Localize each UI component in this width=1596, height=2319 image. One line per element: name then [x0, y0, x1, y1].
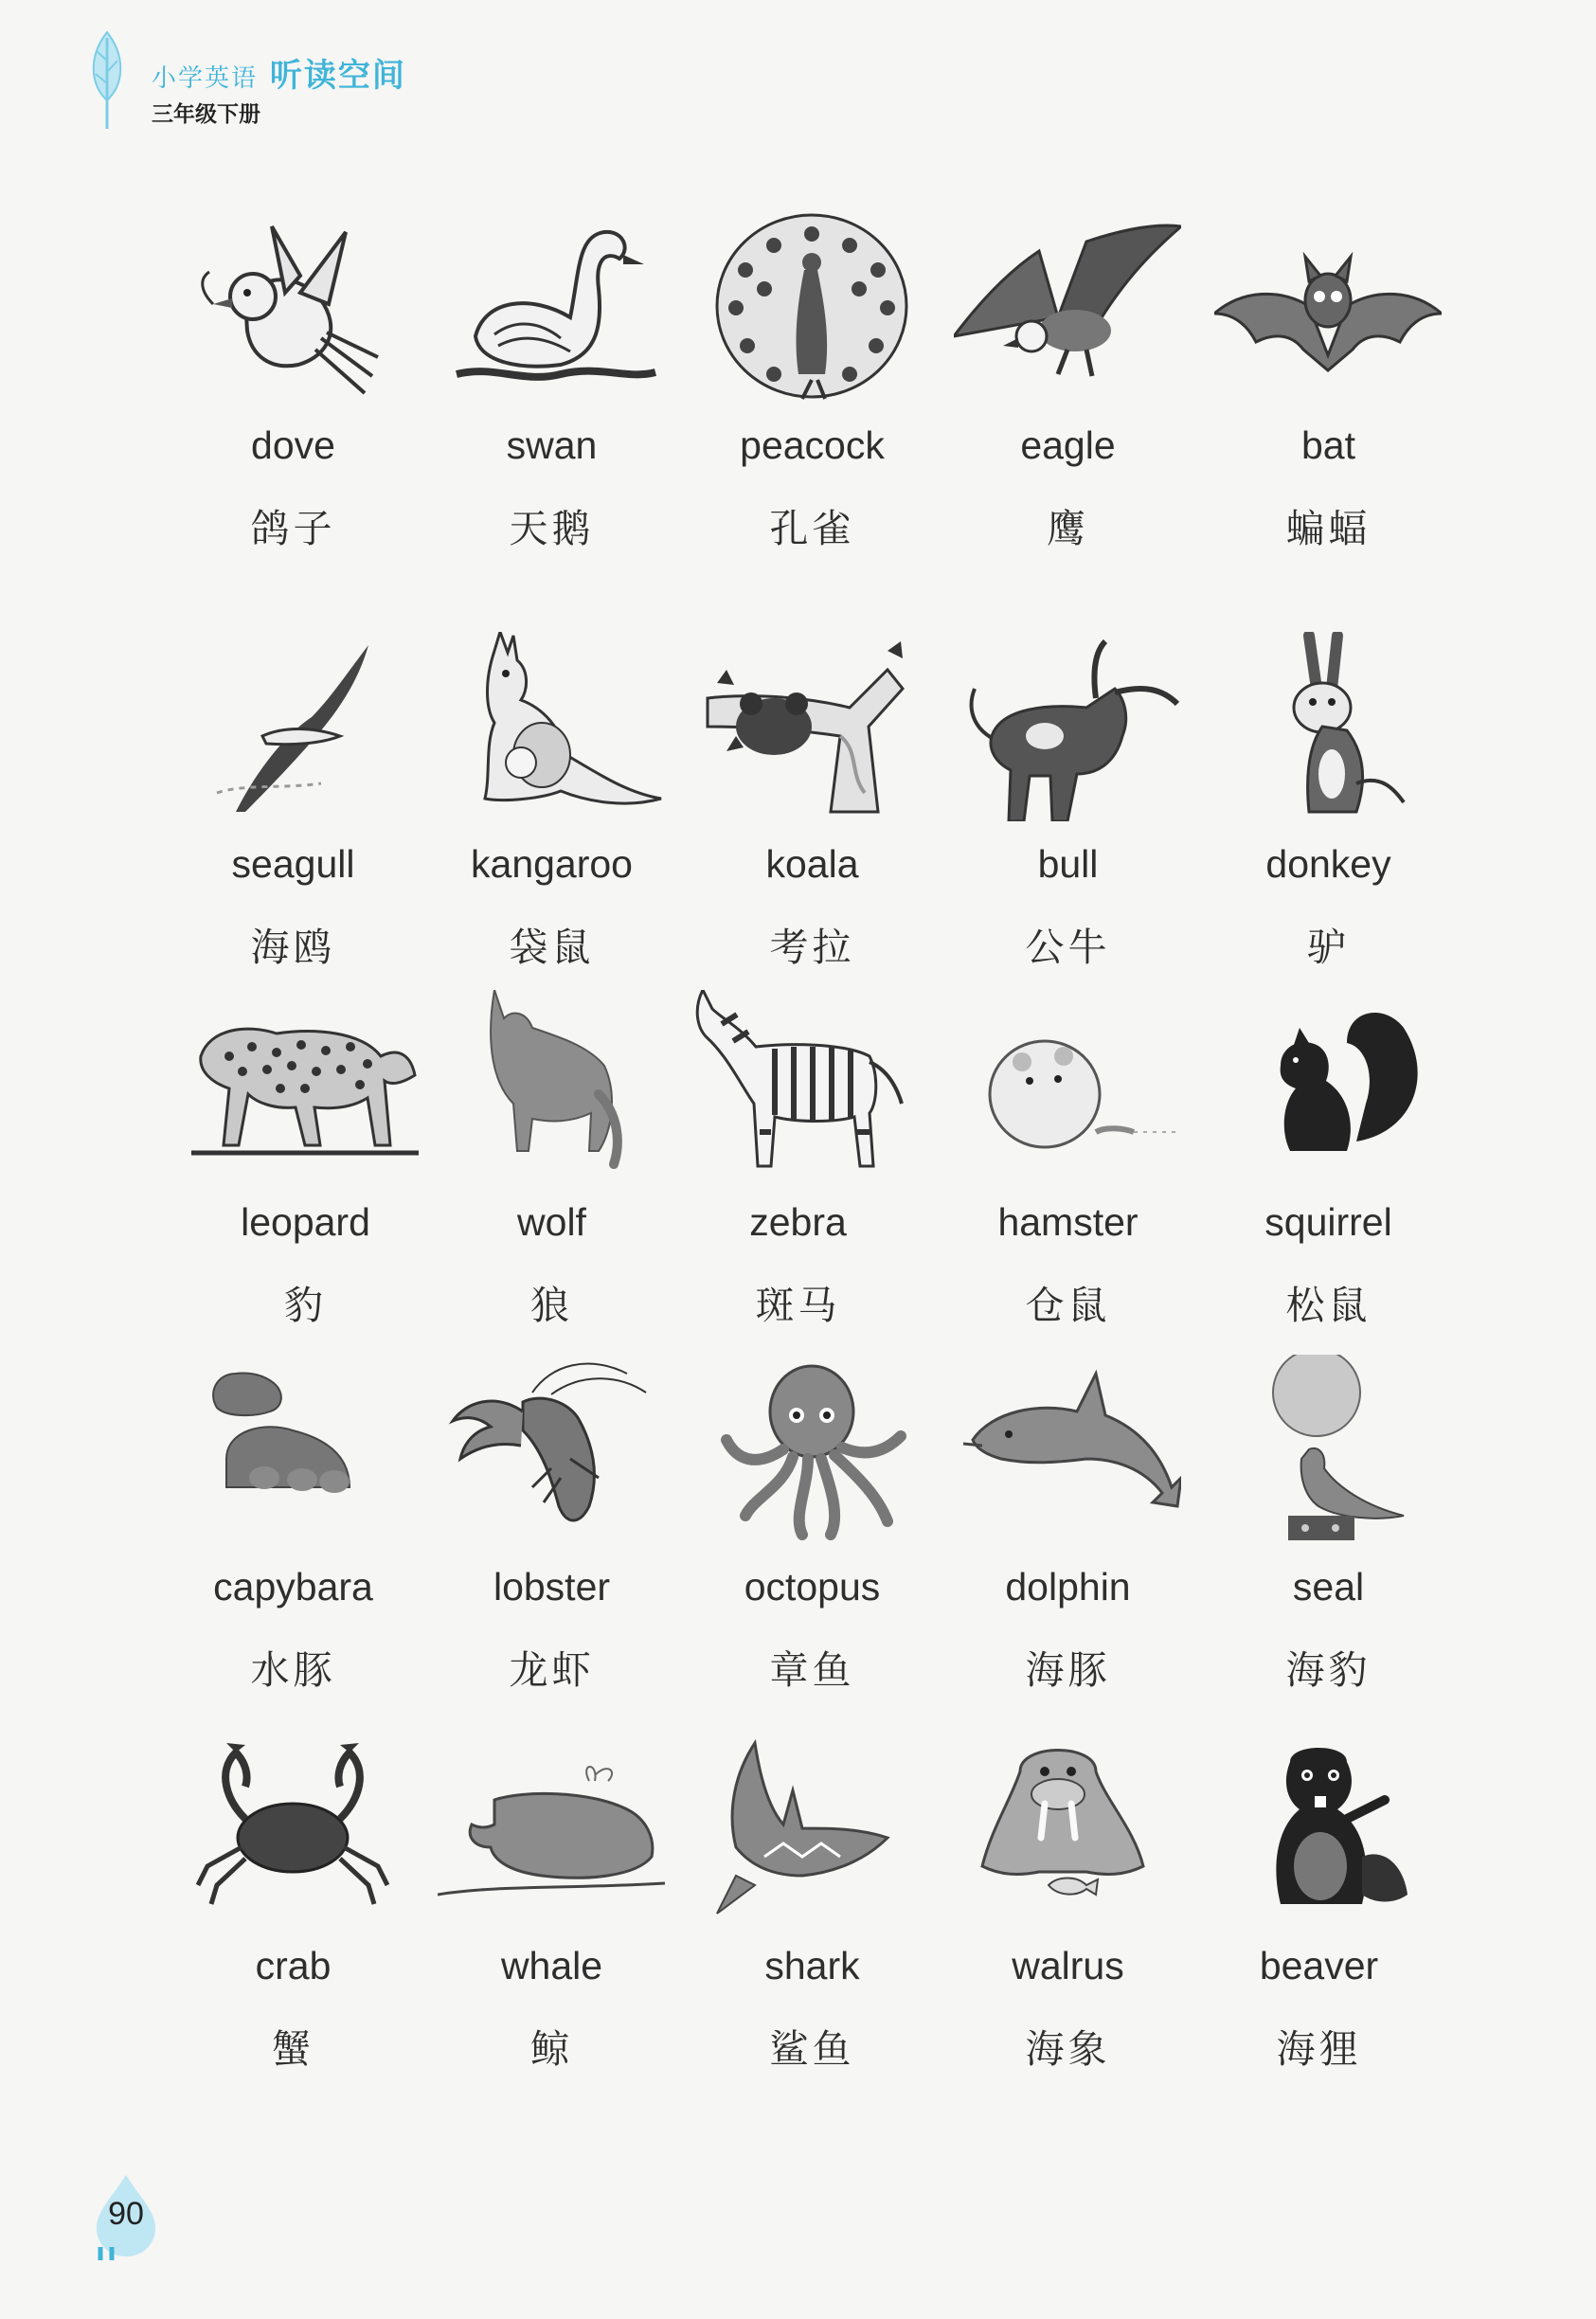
chinese-word: 狼 [530, 1283, 573, 1328]
animal-picture [698, 213, 925, 403]
animal-card-walrus [938, 1734, 1198, 2131]
lobster-icon [438, 1355, 665, 1544]
animal-card-seagull [163, 632, 423, 1030]
swan-icon [438, 213, 665, 403]
chinese-word: 鸽子 [250, 506, 336, 551]
animal-picture [438, 1355, 665, 1544]
octopus-icon [698, 1355, 925, 1544]
english-word: koala [765, 842, 859, 886]
animal-picture [954, 1734, 1181, 1923]
english-word: eagle [1020, 423, 1116, 467]
chinese-word: 鹰 [1047, 506, 1089, 551]
chinese-word: 天鹅 [509, 506, 595, 551]
bull-icon [954, 632, 1181, 821]
hamster-icon [954, 990, 1181, 1179]
animal-picture [191, 990, 419, 1179]
english-word: shark [764, 1944, 860, 1987]
english-word: seagull [231, 842, 355, 886]
english-word: dove [251, 423, 335, 467]
animal-card-dove [163, 213, 423, 611]
english-word: leopard [241, 1200, 370, 1244]
page-number-badge [83, 2169, 169, 2264]
animal-picture [954, 990, 1181, 1179]
capybara-icon [179, 1355, 406, 1544]
donkey-icon [1214, 632, 1442, 821]
animal-card-swan [421, 213, 682, 611]
walrus-icon [954, 1734, 1181, 1923]
animal-card-kangaroo [421, 632, 682, 1030]
crab-icon [179, 1734, 406, 1923]
leopard-icon [191, 990, 419, 1179]
english-word: donkey [1265, 842, 1391, 886]
animal-picture [698, 632, 925, 821]
animal-card-capybara [163, 1355, 423, 1753]
animal-card-whale [421, 1734, 682, 2131]
chinese-word: 仓鼠 [1025, 1283, 1111, 1328]
animal-card-eagle [938, 213, 1198, 611]
animal-picture [1214, 632, 1442, 821]
animal-card-zebra [668, 990, 928, 1388]
animal-card-squirrel [1198, 990, 1459, 1388]
animal-picture [438, 1734, 665, 1923]
peacock-icon [698, 213, 925, 403]
english-word: kangaroo [471, 842, 633, 886]
chinese-word: 松鼠 [1285, 1283, 1372, 1328]
koala-icon [698, 632, 925, 821]
zebra-icon [684, 990, 911, 1179]
chinese-word: 鲨鱼 [769, 2026, 855, 2072]
animal-picture [438, 632, 665, 821]
chinese-word: 海狸 [1276, 2026, 1362, 2072]
shark-icon [698, 1734, 925, 1923]
animal-picture [179, 1355, 406, 1544]
english-word: octopus [744, 1565, 881, 1609]
english-word: wolf [517, 1200, 586, 1244]
beaver-icon [1205, 1734, 1432, 1923]
chinese-word: 海豹 [1285, 1647, 1372, 1693]
english-word: whale [500, 1944, 603, 1987]
animal-card-koala [682, 632, 942, 1030]
english-word: crab [255, 1944, 332, 1987]
animal-card-shark [682, 1734, 942, 2131]
wolf-icon [438, 990, 665, 1179]
english-word: hamster [997, 1200, 1139, 1244]
animal-picture [698, 1355, 925, 1544]
dolphin-icon [954, 1355, 1181, 1544]
animal-picture [954, 632, 1181, 821]
animal-picture [1214, 990, 1442, 1179]
english-word: bull [1037, 842, 1099, 886]
animal-card-donkey [1198, 632, 1459, 1030]
animal-picture [1214, 1355, 1442, 1544]
english-word: capybara [213, 1565, 373, 1609]
animal-picture [179, 632, 406, 821]
animal-card-lobster [421, 1355, 682, 1753]
seagull-icon [179, 632, 406, 821]
kangaroo-icon [438, 632, 665, 821]
whale-icon [438, 1734, 665, 1923]
chinese-word: 豹 [284, 1283, 327, 1328]
chinese-word: 蝙蝠 [1285, 506, 1372, 551]
animal-card-beaver [1189, 1734, 1449, 2131]
dove-icon [179, 213, 406, 403]
english-word: lobster [493, 1565, 611, 1609]
series-title-large: 听读空间 [269, 57, 406, 95]
english-word: zebra [749, 1200, 847, 1244]
squirrel-icon [1214, 990, 1442, 1179]
chinese-word: 水豚 [250, 1647, 336, 1693]
eagle-icon [954, 213, 1181, 403]
animal-card-octopus [682, 1355, 942, 1753]
chinese-word: 龙虾 [509, 1647, 595, 1693]
animal-picture [698, 1734, 925, 1923]
chinese-word: 海象 [1025, 2026, 1111, 2072]
animal-picture [1214, 213, 1442, 403]
chinese-word: 孔雀 [769, 506, 855, 551]
animal-card-bull [938, 632, 1198, 1030]
chinese-word: 章鱼 [769, 1647, 855, 1693]
animal-card-wolf [421, 990, 682, 1388]
chinese-word: 公牛 [1025, 925, 1111, 970]
chinese-word: 鲸 [530, 2026, 573, 2072]
english-word: peacock [740, 423, 885, 467]
animal-picture [954, 1355, 1181, 1544]
chinese-word: 驴 [1307, 925, 1350, 970]
english-word: swan [506, 423, 598, 467]
bat-icon [1214, 213, 1442, 403]
animal-card-hamster [938, 990, 1198, 1388]
chinese-word: 袋鼠 [509, 925, 595, 970]
animal-card-seal [1198, 1355, 1459, 1753]
animal-picture [438, 213, 665, 403]
english-word: seal [1292, 1565, 1365, 1609]
animal-picture [684, 990, 911, 1179]
animal-card-dolphin [938, 1355, 1198, 1753]
english-word: beaver [1259, 1944, 1379, 1987]
chinese-word: 海豚 [1025, 1647, 1111, 1693]
animal-picture [179, 1734, 406, 1923]
chinese-word: 海鸥 [250, 925, 336, 970]
chinese-word: 考拉 [769, 925, 855, 970]
animal-picture [1205, 1734, 1432, 1923]
series-title-small: 小学英语 [152, 64, 259, 93]
chinese-word: 斑马 [755, 1283, 841, 1328]
page-number: 90 [108, 2196, 144, 2232]
animal-picture [954, 213, 1181, 403]
english-word: squirrel [1264, 1200, 1392, 1244]
seal-icon [1214, 1355, 1442, 1544]
chinese-word: 蟹 [272, 2026, 314, 2072]
animal-card-crab [163, 1734, 423, 2131]
animal-card-peacock [682, 213, 942, 611]
english-word: bat [1301, 423, 1355, 467]
animal-picture [438, 990, 665, 1179]
grade-label: 三年级下册 [152, 101, 260, 127]
animal-card-leopard [175, 990, 436, 1388]
animal-card-bat [1198, 213, 1459, 611]
english-word: walrus [1012, 1944, 1124, 1987]
english-word: dolphin [1005, 1565, 1131, 1609]
animal-picture [179, 213, 406, 403]
